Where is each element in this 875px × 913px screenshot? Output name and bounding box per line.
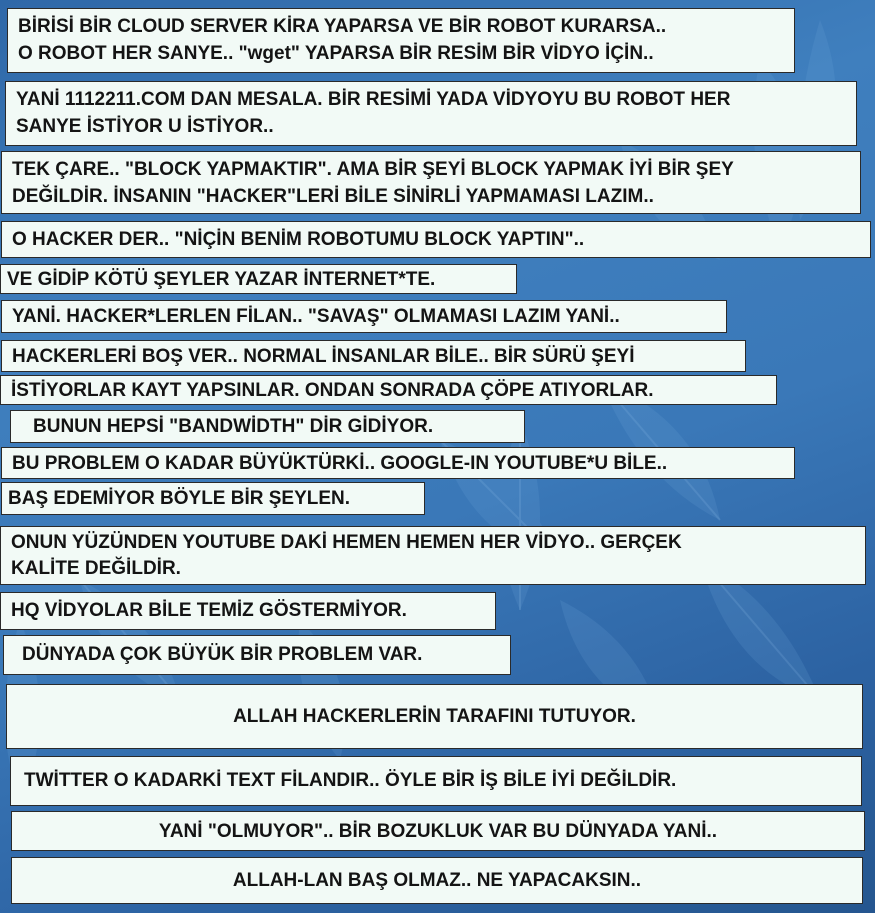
note-09-line-1: BUNUN HEPSİ "BANDWİDTH" DİR GİDİYOR. (33, 416, 434, 437)
note-05-line-1: VE GİDİP KÖTÜ ŞEYLER YAZAR İNTERNET*TE. (7, 269, 436, 290)
note-04-line-1: O HACKER DER.. "NİÇİN BENİM ROBOTUMU BLOCK YAPTIN".. (12, 229, 585, 250)
note-06-line-1: YANİ. HACKER*LERLEN FİLAN.. "SAVAŞ" OLMAMASI LAZIM YANİ.. (12, 306, 620, 327)
note-16-line-1: TWİTTER O KADARKİ TEXT FİLANDIR.. ÖYLE BİR İŞ BİLE İYİ DEĞİLDİR. (24, 770, 677, 791)
note-15 (6, 684, 863, 749)
note-14 (3, 635, 511, 675)
note-13-line-1: HQ VİDYOLAR BİLE TEMİZ GÖSTERMİYOR. (11, 600, 407, 621)
note-13 (0, 592, 496, 630)
note-02 (5, 81, 857, 146)
note-10-line-1: BU PROBLEM O KADAR BÜYÜKTÜRKİ.. GOOGLE-IN YOUTUBE*U BİLE.. (12, 453, 668, 474)
note-01 (7, 8, 795, 73)
note-17 (11, 811, 865, 851)
note-12 (0, 526, 866, 585)
note-05 (0, 264, 517, 294)
note-18 (11, 857, 863, 904)
note-11-line-1: BAŞ EDEMİYOR BÖYLE BİR ŞEYLEN. (8, 488, 351, 509)
note-07-line-1: HACKERLERİ BOŞ VER.. NORMAL İNSANLAR BİLE.. BİR SÜRÜ ŞEYİ (12, 346, 635, 367)
note-16 (10, 756, 862, 806)
note-01-line-2: O ROBOT HER SANYE.. "wget" YAPARSA BİR RESİM BİR VİDYO İÇİN.. (18, 43, 654, 64)
note-12-line-2: KALİTE DEĞİLDİR. (11, 558, 181, 579)
note-14-line-1: DÜNYADA ÇOK BÜYÜK BİR PROBLEM VAR. (22, 644, 423, 665)
note-10 (1, 447, 795, 479)
note-02-line-1: YANİ 1112211.COM DAN MESALA. BİR RESİMİ YADA VİDYOYU BU ROBOT HER (16, 89, 731, 110)
note-15-line-1: ALLAH HACKERLERİN TARAFINI TUTUYOR. (233, 706, 636, 727)
note-11 (1, 482, 425, 515)
note-03 (1, 151, 861, 214)
note-03-line-2: DEĞİLDİR. İNSANIN "HACKER"LERİ BİLE SİNİRLİ YAPMAMASI LAZIM.. (12, 186, 654, 207)
note-08 (0, 375, 777, 405)
note-03-line-1: TEK ÇARE.. "BLOCK YAPMAKTIR". AMA BİR ŞEYİ BLOCK YAPMAK İYİ BİR ŞEY (12, 159, 734, 180)
note-09 (10, 410, 525, 443)
note-06 (1, 300, 727, 333)
note-12-line-1: ONUN YÜZÜNDEN YOUTUBE DAKİ HEMEN HEMEN HER VİDYO.. GERÇEK (11, 532, 682, 553)
note-01-line-1: BİRİSİ BİR CLOUD SERVER KİRA YAPARSA VE BİR ROBOT KURARSA.. (18, 16, 667, 37)
note-07 (1, 340, 746, 372)
note-18-line-1: ALLAH-LAN BAŞ OLMAZ.. NE YAPACAKSIN.. (232, 870, 642, 891)
note-08-line-1: İSTİYORLAR KAYT YAPSINLAR. ONDAN SONRADA ÇÖPE ATIYORLAR. (11, 380, 654, 401)
note-04 (1, 221, 871, 258)
note-02-line-2: SANYE İSTİYOR U İSTİYOR.. (16, 116, 274, 137)
note-17-line-1: YANİ "OLMUYOR".. BİR BOZUKLUK VAR BU DÜNYADA YANİ.. (158, 820, 718, 842)
